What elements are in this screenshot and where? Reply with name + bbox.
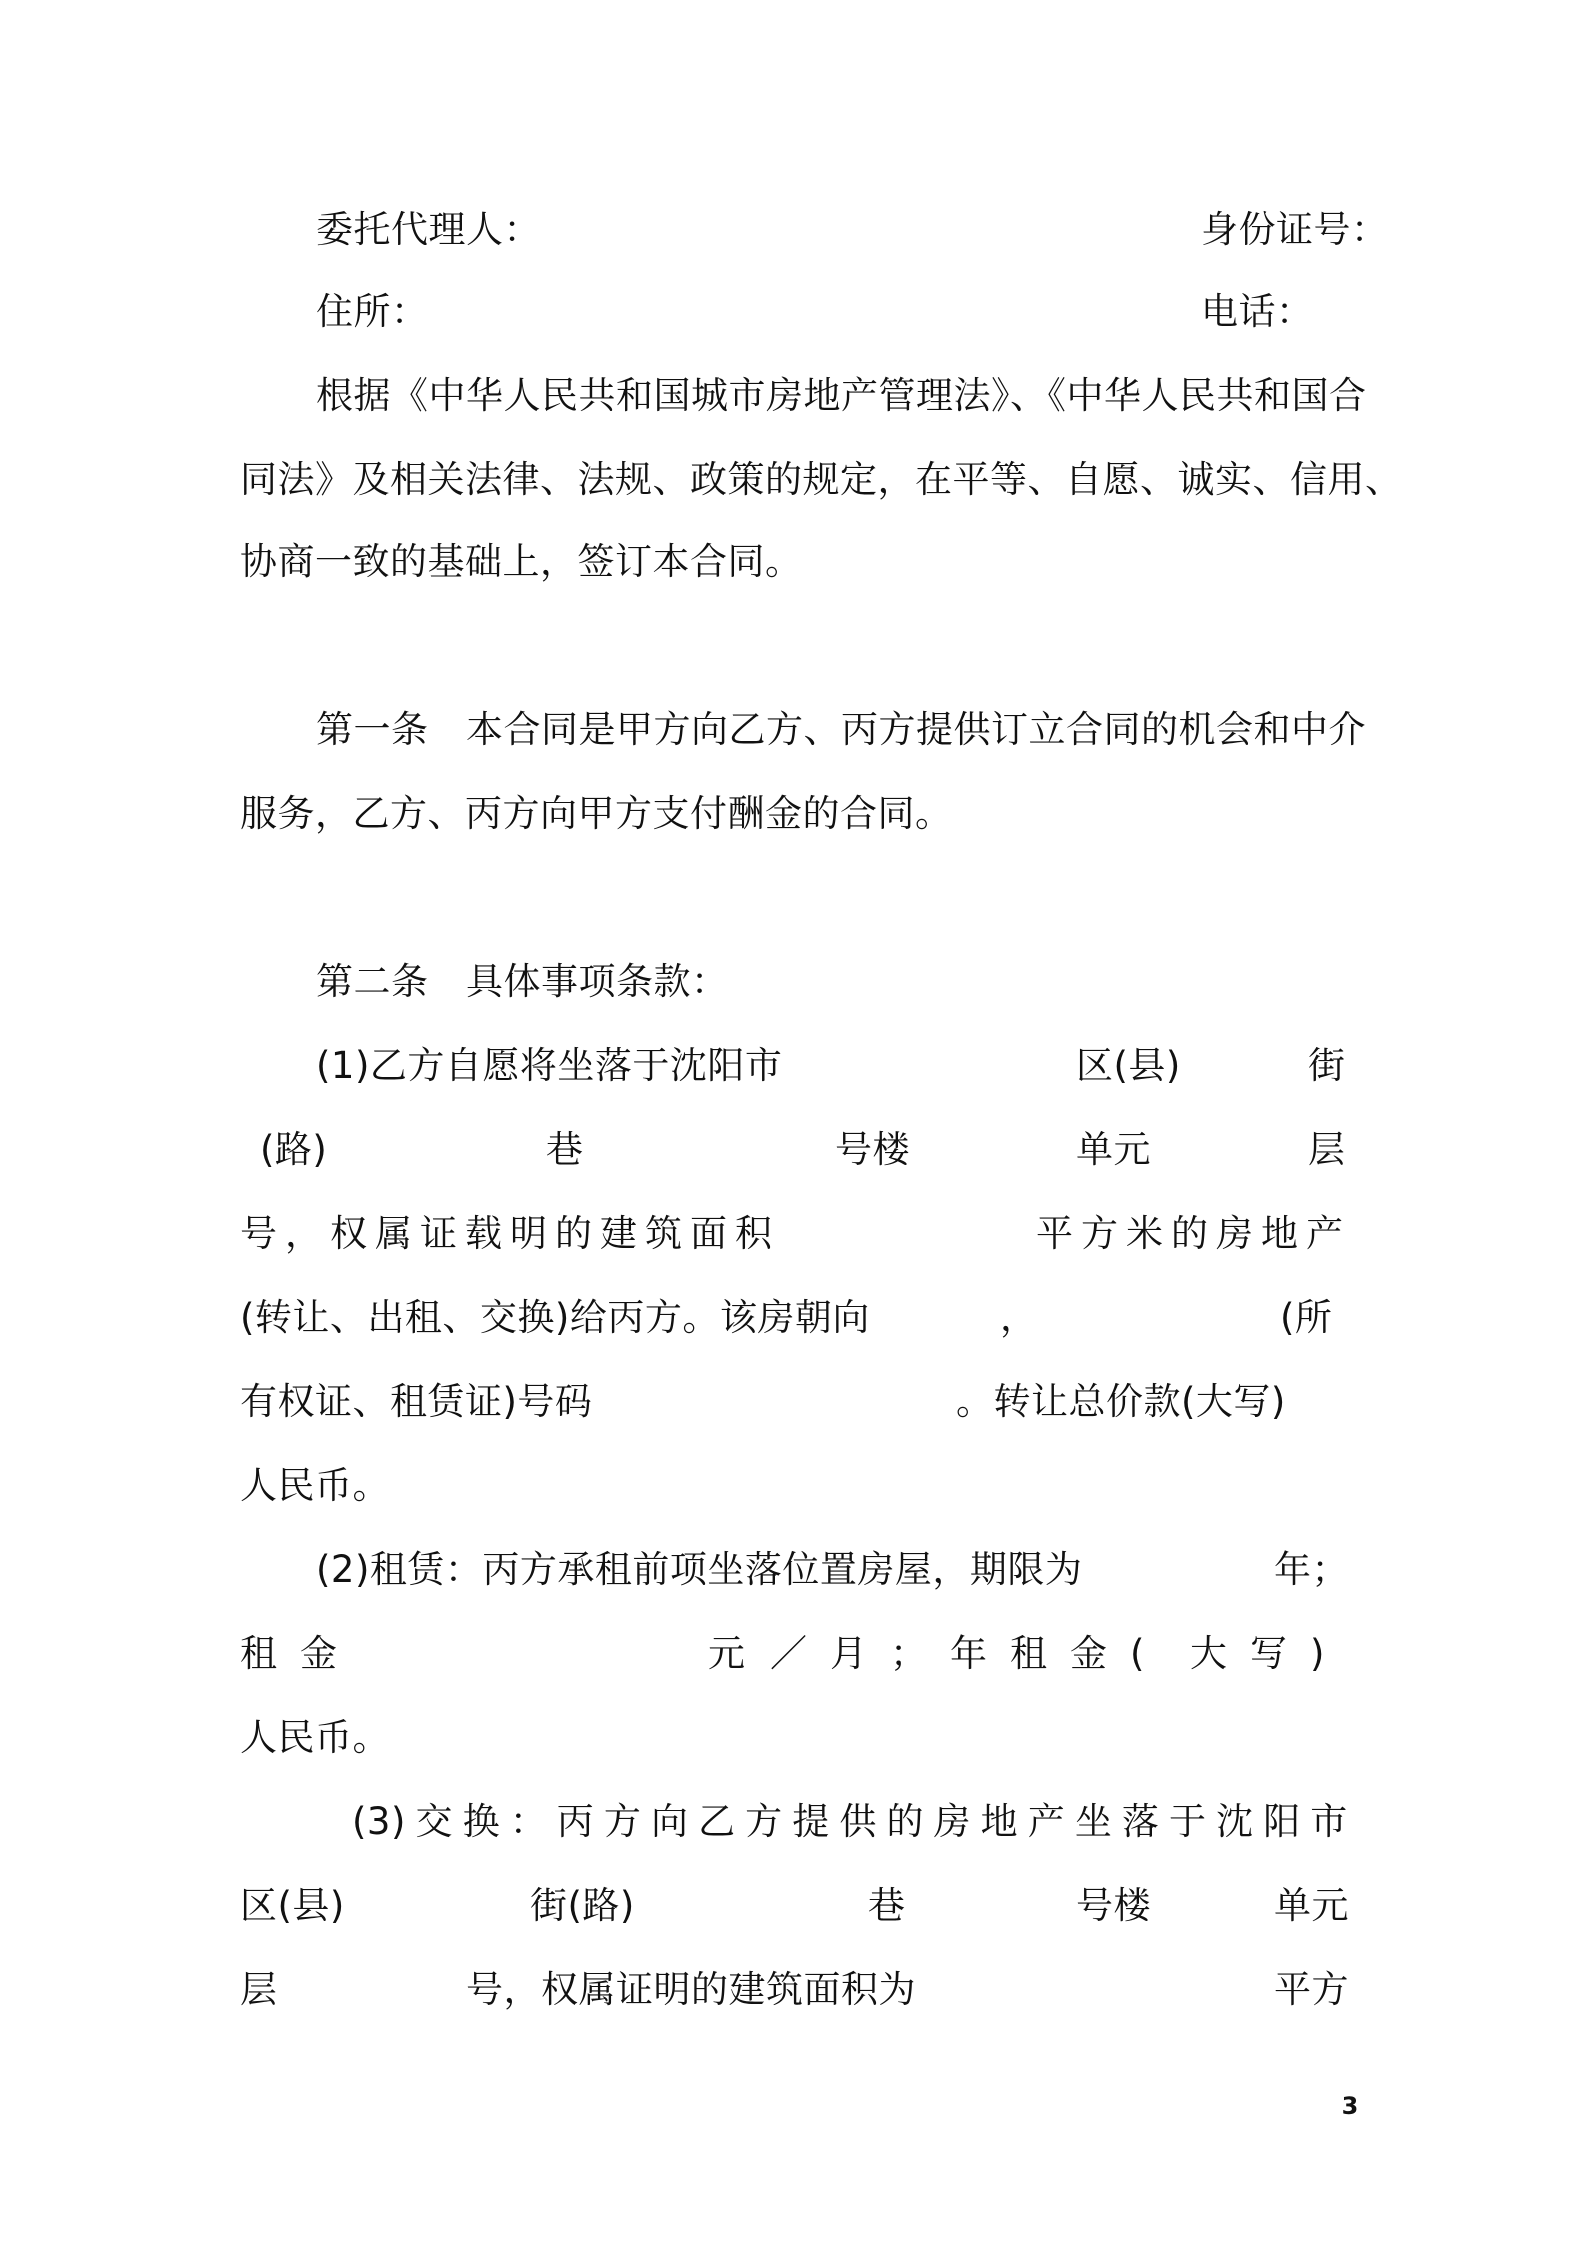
item3-char: 换 [462,1800,501,1843]
item3-line-3 [240,1960,1348,2020]
item2-rent-char: 月 [830,1632,868,1675]
item1-unit: 单元 [1076,1128,1151,1171]
item3-char: ： [509,1800,548,1843]
item1-transfer-text: (转让、出租、交换)给丙方。该房朝向 [240,1296,870,1339]
item3-street: 街(路) [530,1884,635,1927]
item2-rent-char: 大 [1190,1632,1228,1675]
item2-lease-text: (2)租赁：丙方承租前项坐落位置房屋，期限为 [316,1548,1083,1591]
item3-char: 的 [886,1800,924,1843]
item3-char: 供 [839,1800,877,1843]
item1-line-2 [240,1120,1348,1180]
item2-rent-char: ) [1310,1632,1325,1675]
item3-area-unit: 平方 [1274,1968,1349,2011]
item1-line-4 [240,1288,1348,1348]
item3-district: 区(县) [240,1884,345,1927]
address-label: 住所： [316,290,429,333]
agent-line [316,200,1389,260]
item2-rent-char: 元 [708,1632,746,1675]
item3-char: (3) [352,1800,406,1843]
item2-rent-char: ； [890,1632,928,1675]
article1-line-2: 服务，乙方、丙方向甲方支付酬金的合同。 [240,792,953,835]
article1-line-1: 第一条 本合同是甲方向乙方、丙方提供订立合同的机会和中介 [316,708,1366,751]
address-line [316,282,1348,342]
item1-line-6: 人民币。 [240,1464,390,1507]
item1-lane: 巷 [546,1128,584,1171]
item3-line-2 [240,1876,1348,1936]
item1-line-1 [316,1036,1348,1096]
phone-label: 电话： [1201,290,1314,333]
item3-char: 方 [603,1800,642,1843]
item3-char: 坐 [1074,1800,1113,1843]
item1-building: 号楼 [835,1128,910,1171]
item3-floor: 层 [240,1968,278,2011]
item1-total-price: 。转让总价款(大写) [956,1380,1286,1423]
item3-char: 于 [1169,1800,1207,1843]
item3-char: 市 [1310,1800,1348,1843]
item3-char: 丙 [556,1800,595,1843]
item2-line-2 [240,1624,1348,1684]
item3-building: 号楼 [1076,1884,1151,1927]
item1-line-3 [240,1204,1351,1264]
item2-rent-char: 租 [1010,1632,1048,1675]
item2-rent-char: ( [1130,1632,1145,1675]
item2-rent-char: 租 [240,1632,278,1675]
item1-district: 区(县) [1076,1044,1181,1087]
item3-line-1 [352,1792,1348,1852]
item3-char: 乙 [698,1800,736,1843]
item3-char: 方 [745,1800,783,1843]
item3-char: 房 [933,1800,972,1843]
item1-cert-number: 有权证、租赁证)号码 [240,1380,593,1423]
item3-char: 产 [1027,1800,1066,1843]
item3-char: 交 [415,1800,454,1843]
article2-title: 第二条 具体事项条款： [316,960,729,1003]
item2-line-3: 人民币。 [240,1716,390,1759]
id-number-label: 身份证号： [1201,208,1389,251]
item3-char: 向 [650,1800,689,1843]
item3-char: 沈 [1216,1800,1254,1843]
item3-char: 提 [792,1800,830,1843]
item1-area-unit: 平方米的房地产 [1036,1212,1351,1255]
item2-line-1 [316,1540,1348,1600]
item3-lane: 巷 [868,1884,906,1927]
item2-rent-char: 年 [950,1632,988,1675]
preamble-line-3: 协商一致的基础上，签订本合同。 [240,540,803,583]
item2-rent-char: 金 [300,1632,338,1675]
page-number: 3 [1341,2092,1359,2120]
item3-char: 落 [1121,1800,1160,1843]
item2-years: 年； [1274,1548,1349,1591]
item1-text-a: (1)乙方自愿将坐落于沈阳市 [316,1044,783,1087]
item3-char: 地 [980,1800,1019,1843]
item2-rent-char: ／ [770,1632,808,1675]
item3-area-text: 号，权属证明的建筑面积为 [466,1968,916,2011]
item2-rent-char: 金 [1070,1632,1108,1675]
preamble-line-2: 同法》及相关法律、法规、政策的规定，在平等、自愿、诚实、信用、 [240,458,1403,501]
agent-label: 委托代理人： [316,208,541,251]
item1-orientation-comma: ， [1000,1296,1038,1339]
item1-road: (路) [260,1128,328,1171]
item2-rent-char: 写 [1250,1632,1288,1675]
item1-floor: 层 [1308,1128,1346,1171]
preamble-line-1: 根据《中华人民共和国城市房地产管理法》、《中华人民共和国合 [316,374,1367,417]
item3-unit: 单元 [1274,1884,1349,1927]
item1-cert-start: (所 [1280,1296,1333,1339]
item1-street: 街 [1308,1044,1346,1087]
item1-line-5 [240,1372,1348,1432]
item1-area-text: 号，权属证载明的建筑面积 [240,1212,780,1255]
item3-char: 阳 [1263,1800,1301,1843]
